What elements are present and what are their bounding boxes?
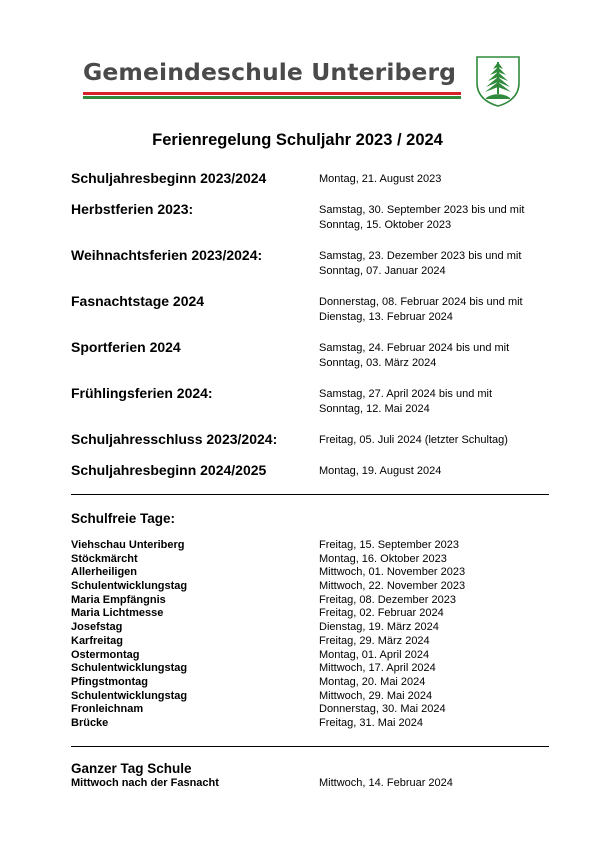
holiday-name: Pfingstmontag xyxy=(71,675,148,688)
ganzer-tag-date: Mittwoch, 14. Februar 2024 xyxy=(319,777,453,789)
period-date-line: Sonntag, 07. Januar 2024 xyxy=(319,265,446,277)
period-dates xyxy=(319,295,523,325)
period-dates xyxy=(319,203,524,233)
holiday-date: Mittwoch, 17. April 2024 xyxy=(319,662,436,675)
list-item xyxy=(71,690,551,704)
section-divider xyxy=(71,746,549,747)
holiday-name: Maria Empfängnis xyxy=(71,593,166,606)
page-header xyxy=(0,0,595,115)
holiday-name: Ostermontag xyxy=(71,648,140,661)
period-name: Schuljahresbeginn 2024/2025 xyxy=(71,462,267,478)
list-item xyxy=(71,566,551,580)
period-name: Herbstferien 2023: xyxy=(71,201,194,217)
holiday-name: Stöckmärcht xyxy=(71,552,138,565)
holiday-date: Donnerstag, 30. Mai 2024 xyxy=(319,703,446,716)
list-item xyxy=(71,580,551,594)
list-item xyxy=(71,594,551,608)
list-item xyxy=(71,717,551,731)
period-name: Fasnachtstage 2024 xyxy=(71,293,205,309)
period-name: Weihnachtsferien 2023/2024: xyxy=(71,247,263,263)
header-red-stripe xyxy=(83,92,461,95)
list-item xyxy=(71,676,551,690)
holiday-list xyxy=(71,539,551,731)
period-date-line: Dienstag, 13. Februar 2024 xyxy=(319,311,453,323)
ganzer-tag-row xyxy=(71,777,551,791)
holiday-date: Freitag, 15. September 2023 xyxy=(319,539,460,551)
holiday-date: Mittwoch, 22. November 2023 xyxy=(319,580,466,593)
list-item xyxy=(71,649,551,663)
period-name: Schuljahresbeginn 2023/2024 xyxy=(71,170,267,186)
holiday-name: Schulentwicklungstag xyxy=(71,662,188,675)
page-title: Ferienregelung Schuljahr 2023 / 2024 xyxy=(152,131,443,149)
header-green-stripe xyxy=(83,96,461,99)
period-name: Frühlingsferien 2024: xyxy=(71,385,213,401)
period-dates xyxy=(319,172,441,187)
list-item xyxy=(71,635,551,649)
period-date-line: Freitag, 05. Juli 2024 (letzter Schultag) xyxy=(319,434,508,446)
period-date-line: Montag, 21. August 2023 xyxy=(319,173,442,185)
holiday-date: Dienstag, 19. März 2024 xyxy=(319,621,439,634)
period-dates xyxy=(319,433,508,448)
list-item xyxy=(71,539,551,553)
holiday-date: Freitag, 31. Mai 2024 xyxy=(319,716,423,729)
period-dates xyxy=(319,387,492,417)
period-date-line: Sonntag, 12. Mai 2024 xyxy=(319,403,430,415)
list-item xyxy=(71,621,551,635)
fir-tree-crest-icon xyxy=(474,55,522,107)
holiday-date: Freitag, 02. Februar 2024 xyxy=(319,607,444,620)
holiday-name: Brücke xyxy=(71,716,109,729)
period-date-line: Samstag, 23. Dezember 2023 bis und mit xyxy=(319,250,522,262)
school-name: Gemeindeschule Unteriberg xyxy=(83,58,457,86)
schulfreie-title: Schulfreie Tage: xyxy=(71,511,176,526)
holiday-name: Karfreitag xyxy=(71,634,123,647)
holiday-name: Josefstag xyxy=(71,621,123,634)
ganzer-tag-title: Ganzer Tag Schule xyxy=(71,761,192,776)
holiday-name: Fronleichnam xyxy=(71,703,144,716)
holiday-name: Allerheiligen xyxy=(71,566,138,579)
holiday-date: Mittwoch, 29. Mai 2024 xyxy=(319,689,433,702)
list-item xyxy=(71,553,551,567)
period-date-line: Sonntag, 15. Oktober 2023 xyxy=(319,219,452,231)
list-item xyxy=(71,662,551,676)
holiday-name: Viehschau Unteriberg xyxy=(71,539,185,551)
holiday-name: Schulentwicklungstag xyxy=(71,580,188,593)
period-date-line: Samstag, 30. September 2023 bis und mit xyxy=(319,204,525,216)
holiday-name: Maria Lichtmesse xyxy=(71,607,164,620)
period-date-line: Donnerstag, 08. Februar 2024 bis und mit xyxy=(319,296,523,308)
period-name: Sportferien 2024 xyxy=(71,339,181,355)
period-dates xyxy=(319,341,509,371)
holiday-date: Montag, 01. April 2024 xyxy=(319,648,430,661)
holiday-name: Schulentwicklungstag xyxy=(71,689,188,702)
ganzer-tag-name: Mittwoch nach der Fasnacht xyxy=(71,777,219,789)
period-date-line: Samstag, 24. Februar 2024 bis und mit xyxy=(319,342,510,354)
holiday-date: Montag, 20. Mai 2024 xyxy=(319,675,426,688)
holiday-date: Mittwoch, 01. November 2023 xyxy=(319,566,466,579)
section-divider xyxy=(71,494,549,495)
period-date-line: Samstag, 27. April 2024 bis und mit xyxy=(319,388,493,400)
holiday-date: Freitag, 08. Dezember 2023 xyxy=(319,593,456,606)
period-date-line: Montag, 19. August 2024 xyxy=(319,465,442,477)
holiday-date: Freitag, 29. März 2024 xyxy=(319,634,430,647)
holiday-date: Montag, 16. Oktober 2023 xyxy=(319,552,447,565)
period-dates xyxy=(319,464,441,479)
list-item xyxy=(71,607,551,621)
period-date-line: Sonntag, 03. März 2024 xyxy=(319,357,437,369)
period-name: Schuljahresschluss 2023/2024: xyxy=(71,431,278,447)
list-item xyxy=(71,703,551,717)
period-dates xyxy=(319,249,521,279)
